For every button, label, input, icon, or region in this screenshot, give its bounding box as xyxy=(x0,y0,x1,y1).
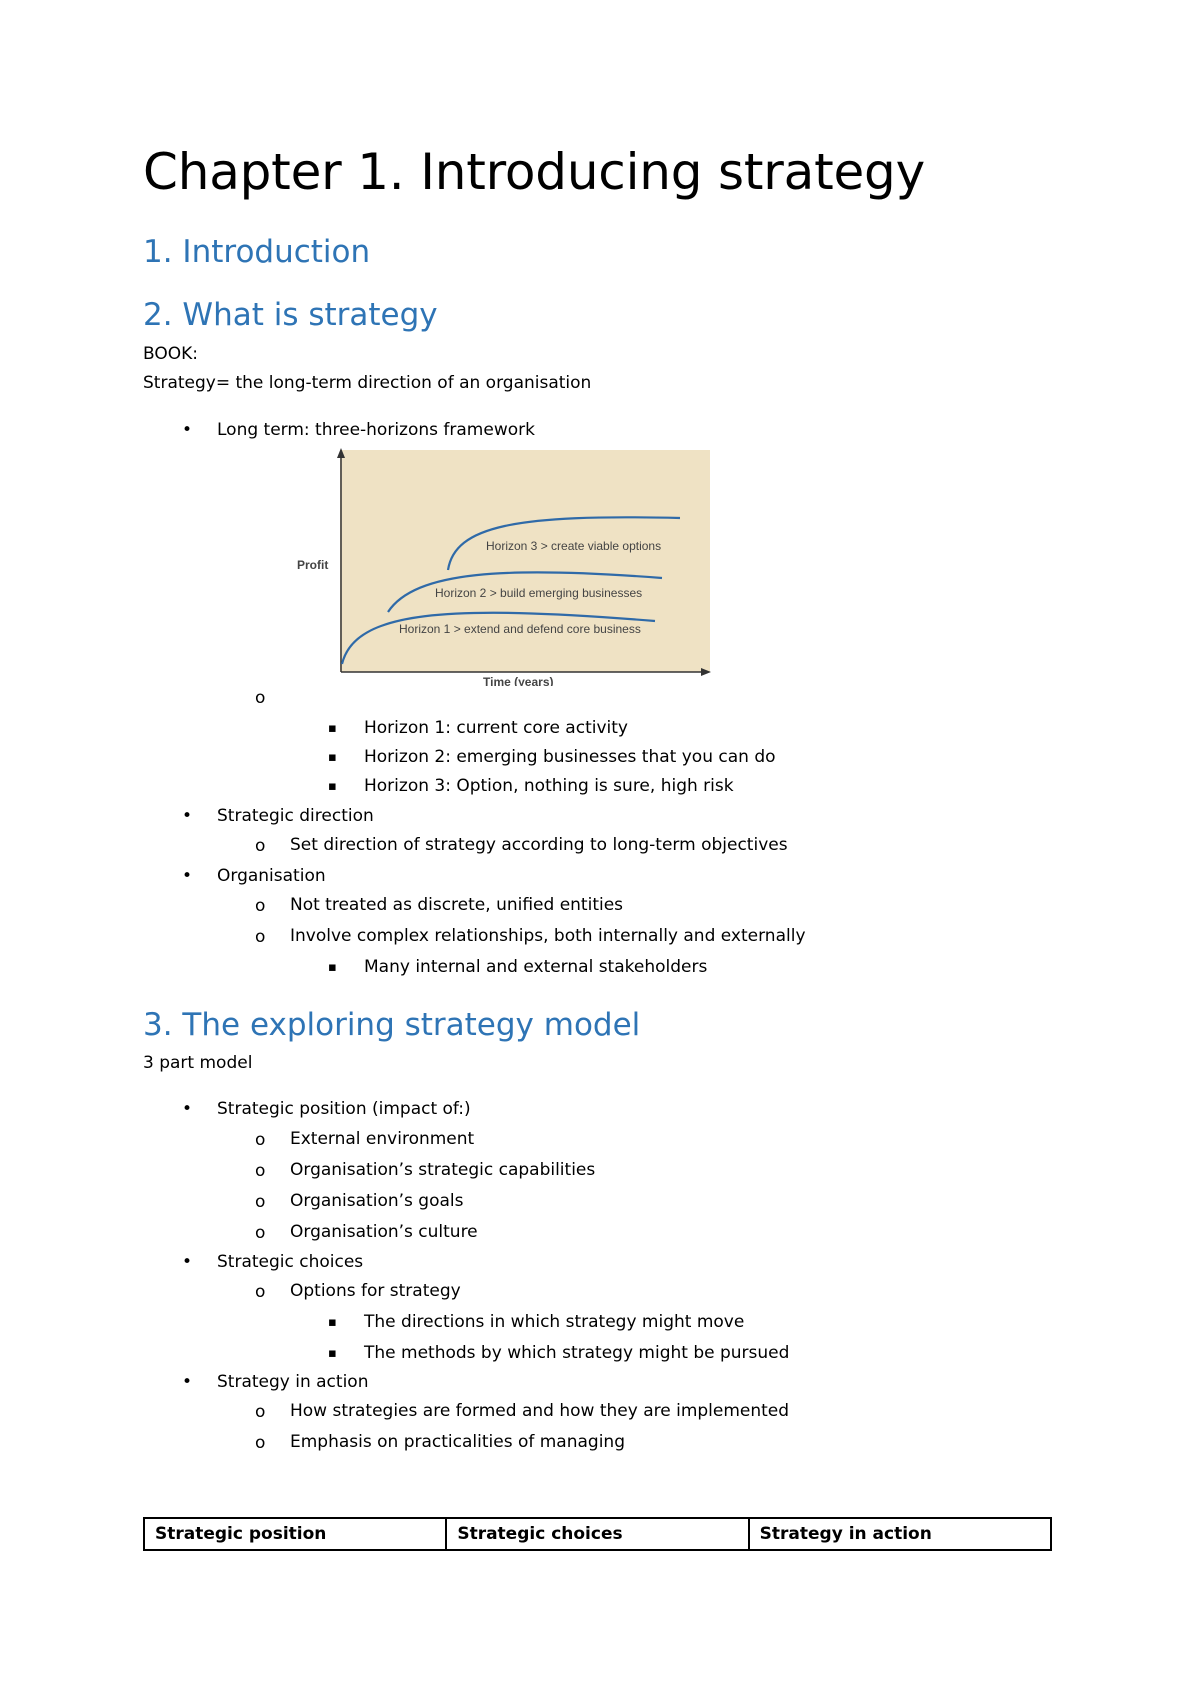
bullet-o-icon: o xyxy=(255,927,266,947)
three-horizons-chart xyxy=(285,446,717,686)
list-item-org-sub-2: Involve complex relationships, both internally and externally xyxy=(290,926,806,946)
y-axis-label: Profit xyxy=(297,558,329,572)
strategy-definition: Strategy= the long-term direction of an organisation xyxy=(143,373,592,393)
table-header-cell: Strategy in action xyxy=(749,1518,1051,1550)
table-header-cell: Strategic choices xyxy=(446,1518,748,1550)
bullet-o-icon: o xyxy=(255,1402,266,1422)
chapter-title: Chapter 1. Introducing strategy xyxy=(143,143,925,201)
x-axis-label: Time (years) xyxy=(483,675,554,686)
bullet-square-icon: ▪ xyxy=(328,960,337,975)
curve-label-horizon-2: Horizon 2 > build emerging businesses xyxy=(435,586,643,600)
section-heading-introduction: 1. Introduction xyxy=(143,234,371,270)
list-item-org-sub-1: Not treated as discrete, unified entities xyxy=(290,895,624,915)
bullet-o-icon: o xyxy=(255,1130,266,1150)
bullet-o-icon: o xyxy=(255,1282,266,1302)
book-label: BOOK: xyxy=(143,344,199,364)
curve-label-horizon-3: Horizon 3 > create viable options xyxy=(486,539,662,553)
list-item-strategy-in-action: Strategy in action xyxy=(217,1372,369,1392)
list-item-position-4: Organisation’s culture xyxy=(290,1222,478,1242)
list-item-action-1: How strategies are formed and how they are implemented xyxy=(290,1401,790,1421)
bullet-icon: • xyxy=(182,806,193,826)
list-item-long-term: Long term: three-horizons framework xyxy=(217,420,535,440)
figure-background xyxy=(340,450,710,672)
model-table xyxy=(143,1517,1052,1551)
list-item-horizon-1: Horizon 1: current core activity xyxy=(364,718,628,738)
bullet-square-icon: ▪ xyxy=(328,1346,337,1361)
bullet-o-icon: o xyxy=(255,688,266,708)
list-item-organisation: Organisation xyxy=(217,866,326,886)
list-item-choices-1a: The directions in which strategy might move xyxy=(364,1312,745,1332)
section-heading-what-is-strategy: 2. What is strategy xyxy=(143,297,438,333)
bullet-o-icon: o xyxy=(255,1223,266,1243)
curve-label-horizon-1: Horizon 1 > extend and defend core business xyxy=(399,622,641,636)
list-item-strategic-choices: Strategic choices xyxy=(217,1252,364,1272)
section-heading-exploring-model: 3. The exploring strategy model xyxy=(143,1007,641,1043)
bullet-square-icon: ▪ xyxy=(328,750,337,765)
three-horizons-figure xyxy=(285,446,717,686)
bullet-o-icon: o xyxy=(255,896,266,916)
bullet-o-icon: o xyxy=(255,1161,266,1181)
bullet-o-icon: o xyxy=(255,1433,266,1453)
bullet-icon: • xyxy=(182,1099,193,1119)
bullet-icon: • xyxy=(182,420,193,440)
list-item-horizon-2: Horizon 2: emerging businesses that you can do xyxy=(364,747,776,767)
list-item-horizon-3: Horizon 3: Option, nothing is sure, high risk xyxy=(364,776,734,796)
list-item-direction-sub: Set direction of strategy according to long-term objectives xyxy=(290,835,788,855)
list-item-choices-1: Options for strategy xyxy=(290,1281,461,1301)
bullet-icon: • xyxy=(182,1252,193,1272)
bullet-o-icon: o xyxy=(255,1192,266,1212)
bullet-square-icon: ▪ xyxy=(328,779,337,794)
model-intro: 3 part model xyxy=(143,1053,253,1073)
list-item-strategic-direction: Strategic direction xyxy=(217,806,374,826)
list-item-action-2: Emphasis on practicalities of managing xyxy=(290,1432,625,1452)
bullet-icon: • xyxy=(182,866,193,886)
table-header-cell: Strategic position xyxy=(144,1518,446,1550)
bullet-icon: • xyxy=(182,1372,193,1392)
list-item-choices-1b: The methods by which strategy might be pursued xyxy=(364,1343,790,1363)
list-item-position-1: External environment xyxy=(290,1129,475,1149)
bullet-square-icon: ▪ xyxy=(328,1315,337,1330)
list-item-position-3: Organisation’s goals xyxy=(290,1191,464,1211)
bullet-square-icon: ▪ xyxy=(328,721,337,736)
list-item-org-sub-2a: Many internal and external stakeholders xyxy=(364,957,708,977)
list-item-position-2: Organisation’s strategic capabilities xyxy=(290,1160,596,1180)
list-item-strategic-position: Strategic position (impact of:) xyxy=(217,1099,471,1119)
table-header-row xyxy=(144,1518,1051,1550)
bullet-o-icon: o xyxy=(255,836,266,856)
